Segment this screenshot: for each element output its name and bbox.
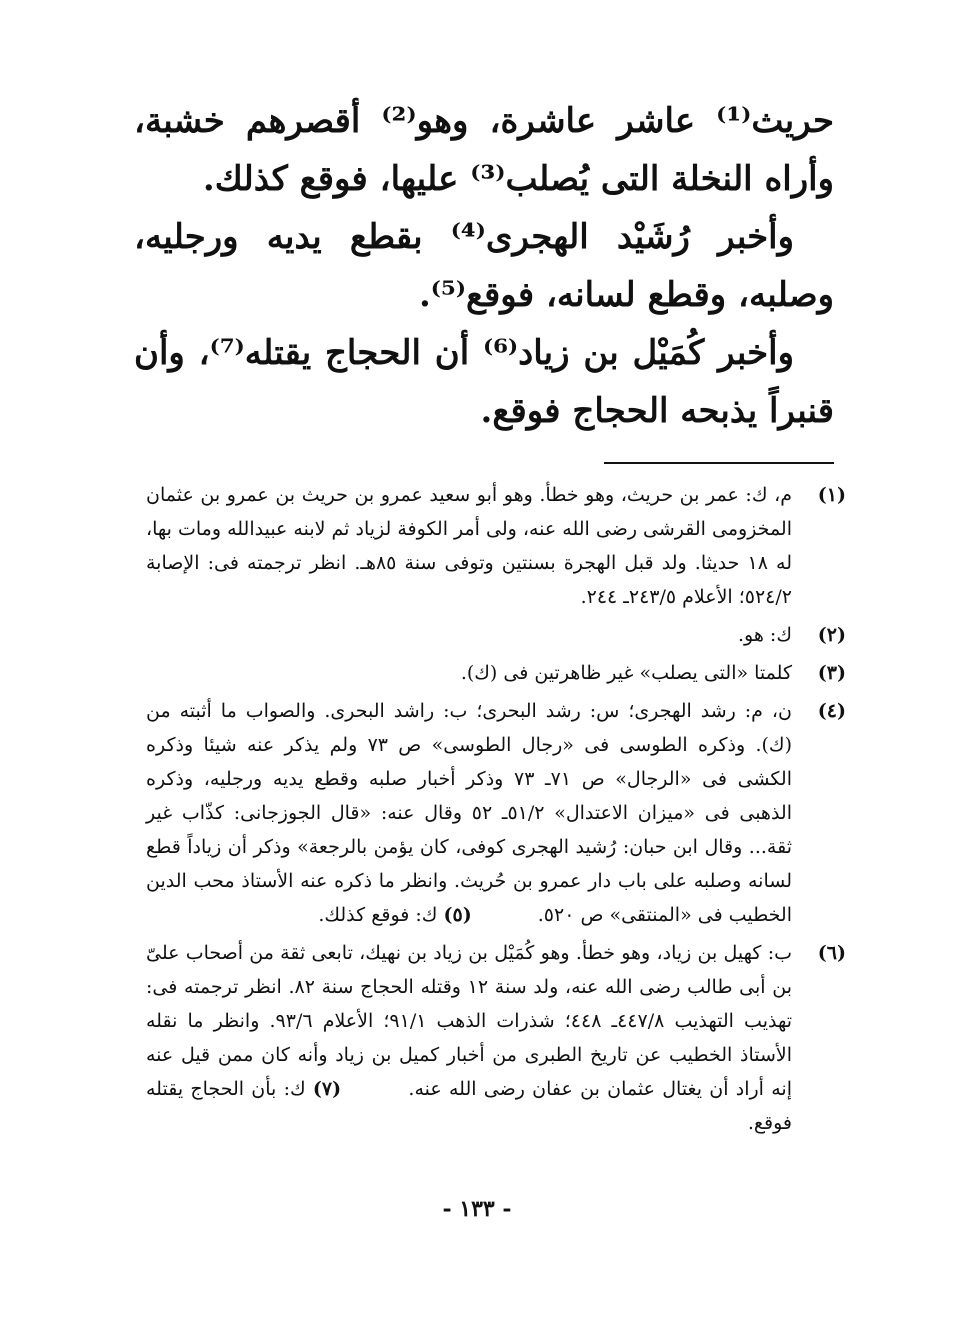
main-paragraph-2: وأخبر رُشَيْد الهجرى⁽⁴⁾ بقطع يديه ورجليه، وصلبه، وقطع لسانه، فوقع⁽⁵⁾. (134, 217, 834, 315)
footnote-number: (٧) (312, 1078, 342, 1100)
footnote-text: م، ك: عمر بن حريث، وهو خطأ. وهو أبو سعيد عمرو بن حريث بن عمرو بن عثمان المخزومى القرشى رضى الله عنه، ولى أمر الكوفة لزياد ثم لابنه عبيدالله ومات بها، له ١٨ حديثا. ولد قبل الهجرة بسنتين وتوفى سنة ٨٥هـ. انظر ترجمته فى: الإصابة ٥٢٤/٢؛ الأعلام ٢٤٣/٥ـ ٢٤٤. (146, 484, 792, 608)
footnote-2 (146, 618, 846, 652)
main-paragraph-1: حريث⁽¹⁾ عاشر عاشرة، وهو⁽²⁾ أقصرهم خشبة، وأراه النخلة التى يُصلب⁽³⁾ عليها، فوقع كذلك. (134, 101, 834, 199)
page-number: - ١٣٣ - (442, 1196, 512, 1222)
footnote-number: (٦) (817, 942, 846, 964)
footnote-text: ب: كهيل بن زياد، وهو خطأ. وهو كُمَيْل بن زياد بن نهيك، تابعى ثقة من أصحاب علىّ بن أبى طالب رضى الله عنه، ولد سنة ١٢ وقتله الحجاج سنة ٨٢. انظر ترجمته فى: تهذيب التهذيب ٤٤٧/٨ـ ٤٤٨؛ شذرات الذهب ٩١/١؛ الأعلام ٩٣/٦. وانظر ما نقله الأستاذ الخطيب عن تاريخ الطبرى من أخبار كميل بن زياد وأنه كان ممن قيل عنه إنه أراد أن يغتال عثمان بن عفان رضى الله عنه. (146, 942, 793, 1100)
footnote-3 (146, 656, 846, 690)
main-text (134, 92, 834, 440)
footnote-4 (146, 694, 846, 932)
footnote-text: ك: بأن الحجاج يقتله فوقع. (146, 1078, 792, 1134)
footnote-text: ك: فوقع كذلك. (318, 904, 438, 926)
footnote-text: كلمتا «التى يصلب» غير ظاهرتين فى (ك). (460, 662, 792, 684)
footnote-number: (٣) (817, 662, 846, 684)
footnote-number: (١) (817, 484, 846, 506)
footnote-1 (146, 478, 846, 614)
footnote-text: ن، م: رشد الهجرى؛ س: رشد البحرى؛ ب: راشد البحرى. والصواب ما أثبته من (ك). وذكره الطوسى فى «رجال الطوسى» ص ٧٣ ولم يذكر عنه شيئا وذكره الكشى فى «الرجال» ص ٧١ـ ٧٣ وذكر أخبار صلبه وقطع يديه ورجليه، وذكره الذهبى فى «ميزان الاعتدال» ٥١/٢ـ ٥٢ وقال عنه: «قال الجوزجانى: كذّاب غير ثقة... وقال ابن حبان: رُشيد الهجرى كوفى، كان يؤمن بالرجعة» وذكر أن زياداً قطع لسانه وصلبه على باب دار عمرو بن حُريث. وانظر ما ذكره عنه الأستاذ محب الدين الخطيب فى «المنتقى» ص ٥٢٠. (146, 700, 792, 926)
footnote-divider (604, 462, 834, 464)
main-paragraph-3: وأخبر كُمَيْل بن زياد⁽⁶⁾ أن الحجاج يقتله⁽⁷⁾، وأن قنبراً يذبحه الحجاج فوقع. (134, 333, 834, 431)
footnote-6 (146, 936, 846, 1140)
footnotes (146, 478, 846, 1144)
footnote-text: ك: هو. (738, 624, 792, 646)
footnote-number: (٥) (443, 904, 472, 926)
footnote-number: (٤) (817, 700, 846, 722)
footnote-number: (٢) (817, 624, 846, 646)
footnote-5 (318, 904, 471, 926)
